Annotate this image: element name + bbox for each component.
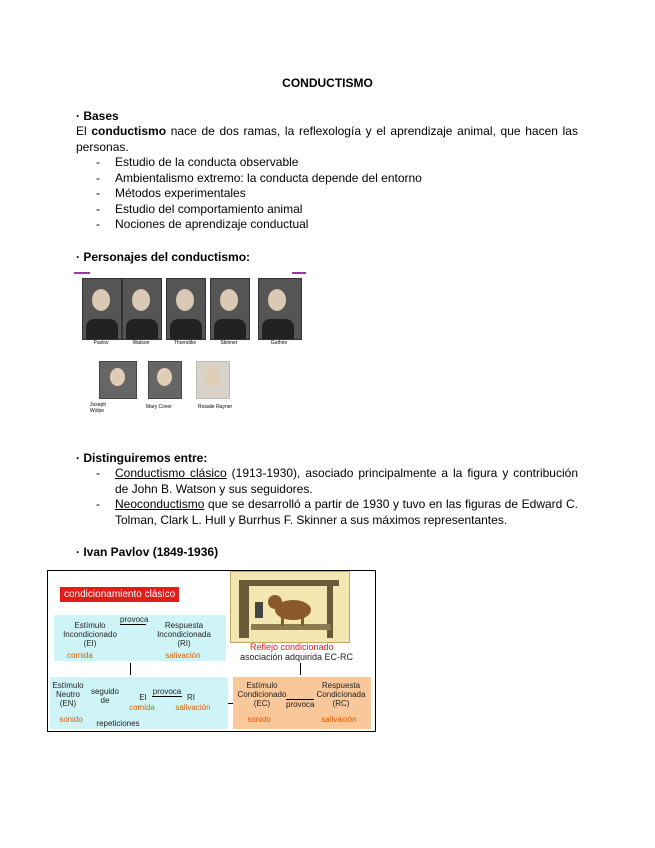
reflejo-label: Reflejo condicionado	[250, 642, 334, 652]
ri-label: Respuesta Incondicionada (RI)	[157, 621, 211, 648]
list-item: - Neoconductismo que se desarrolló a partir de 1930 y tuvo en las figuras de Edward C. Tolman, Clark L. Hull y Burrhus F. Skinner a sus máximos representantes.	[96, 497, 578, 527]
rc-label: Respuesta Condicionada (RC)	[316, 681, 366, 708]
seguido-label: seguido de	[90, 687, 120, 705]
list-item: - Conductismo clásico (1913-1930), asociado principalmente a la figura y contribución de John B. Watson y sus seguidores.	[96, 466, 578, 496]
bases-paragraph	[76, 124, 578, 155]
bases-heading: · Bases	[76, 109, 119, 123]
photo-caption: Skinner	[220, 340, 238, 346]
asociacion-label: asociación adquirida EC-RC	[240, 652, 354, 662]
ei-short-label: EI	[139, 693, 147, 702]
purple-mark	[74, 272, 90, 274]
photo-caption: Rosalie Rayner	[198, 404, 233, 410]
purple-mark	[292, 272, 306, 274]
list-item: - Estudio de la conducta observable	[96, 155, 299, 169]
pavlov-photo	[82, 278, 122, 340]
photo-caption: Pavlov	[93, 340, 109, 346]
list-item: - Métodos experimentales	[96, 186, 246, 201]
salivacion-label-3: salivación	[321, 715, 357, 724]
personajes-heading: · Personajes del conductismo:	[76, 250, 251, 264]
list-item: - Nociones de aprendizaje conductual	[96, 217, 309, 232]
en-label: Estímulo Neutro (EN)	[52, 681, 84, 708]
thorndike-photo	[166, 278, 206, 340]
pavlov-dog-picture	[230, 571, 350, 643]
distinguiremos-list	[96, 466, 578, 528]
pavlov-heading: · Ivan Pavlov (1849-1936)	[76, 545, 219, 559]
distinguiremos-heading: · Distinguiremos entre:	[76, 451, 208, 465]
guthrie-photo	[258, 278, 302, 340]
provoca-label: provoca	[120, 615, 149, 624]
para-bold: conductismo	[91, 124, 167, 138]
list-item: - Estudio del comportamiento animal	[96, 201, 303, 216]
sonido-label-2: sonido	[247, 715, 271, 724]
salivacion-label-2: salivación	[175, 703, 211, 712]
photo-caption: Joseph Wolpe	[90, 402, 107, 414]
para-prefix: El	[76, 124, 92, 138]
photo-caption: Mary Cover	[146, 404, 172, 410]
classical-conditioning-diagram	[47, 570, 376, 732]
rayner-photo	[196, 361, 230, 399]
photo-caption: Watson	[132, 340, 150, 346]
provoca-label-3: provoca	[286, 700, 315, 709]
wolpe-photo	[99, 361, 137, 399]
diagram-label: condicionamiento clásico	[60, 587, 179, 602]
watson-photo	[122, 278, 162, 340]
comida-label: comida	[67, 651, 93, 660]
mary-cover-photo	[148, 361, 182, 399]
list-item: - Ambientalismo extremo: la conducta depende del entorno	[96, 170, 422, 185]
ec-label: Estímulo Condicionado (EC)	[237, 681, 287, 708]
repeticiones-label: repeticiones	[96, 719, 140, 728]
photos-row-1	[78, 278, 304, 351]
para-rest: nace de dos ramas, la reflexología y el aprendizaje animal, que hacen las personas.	[76, 124, 578, 154]
photo-caption: Guthrie	[270, 340, 288, 346]
photo-caption: Thorndike	[173, 340, 197, 346]
bases-list	[96, 155, 578, 233]
skinner-photo	[210, 278, 250, 340]
provoca-label-2: provoca	[152, 687, 182, 696]
comida-label-2: comida	[129, 703, 155, 712]
ei-label: Estímulo Incondicionado (EI)	[63, 621, 117, 648]
salivacion-label: salivación	[165, 651, 201, 660]
ri-short-label: RI	[187, 693, 195, 702]
page-title: CONDUCTISMO	[282, 76, 373, 90]
sonido-label: sonido	[59, 715, 83, 724]
